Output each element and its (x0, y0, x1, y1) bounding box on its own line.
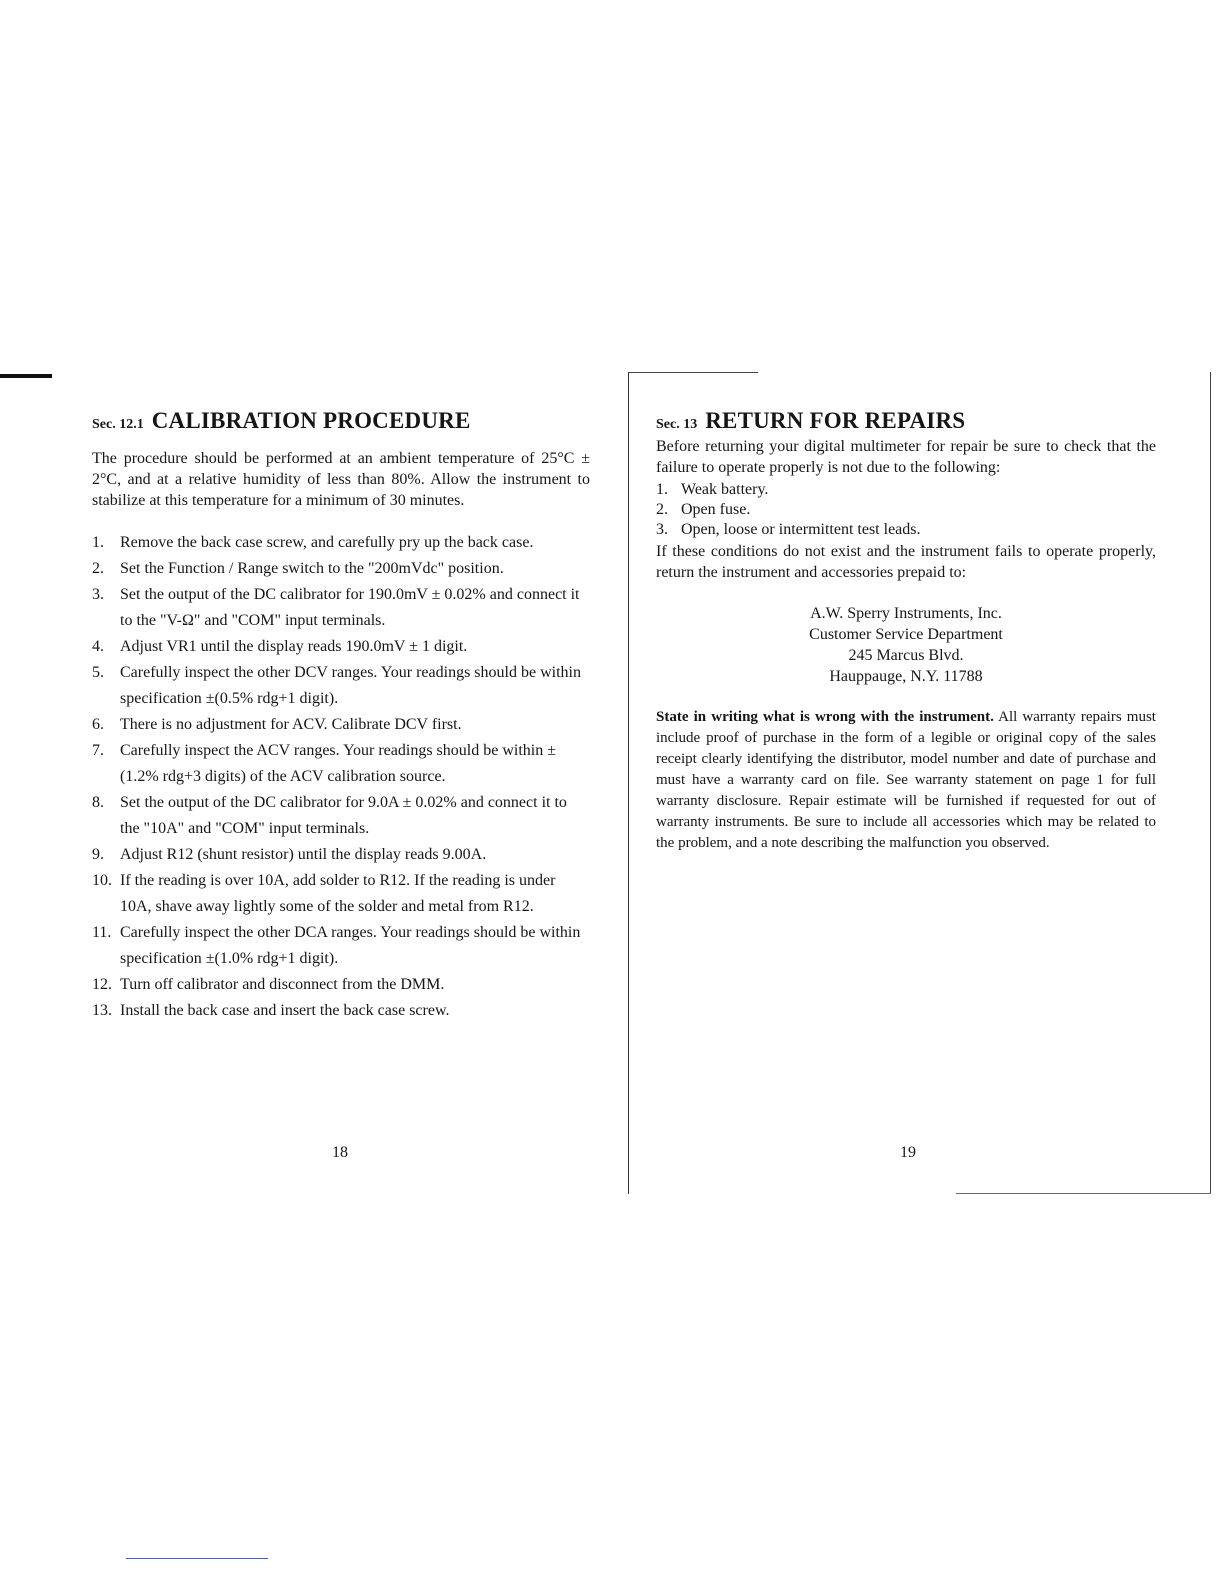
list-item: 10. If the reading is over 10A, add solder to R12. If the reading is under 10A, shave away lightly some of the solder and metal from R12. (92, 872, 556, 915)
list-item: 2. Set the Function / Range switch to the "200mVdc" position. (92, 560, 504, 577)
section-label: Sec. 12.1 (92, 417, 144, 432)
list-item: 9. Adjust R12 (shunt resistor) until the display reads 9.00A. (92, 846, 487, 863)
list-item: 2. Open fuse. (656, 501, 751, 518)
repairs-intro: Before returning your digital multimeter for repair be sure to check that the failure to operate properly is not due to the following: (656, 438, 1156, 476)
list-item: 7. Carefully inspect the ACV ranges. Your readings should be within ±(1.2% rdg+3 digits) of the ACV calibration source. (92, 742, 556, 785)
section-label: Sec. 13 (656, 417, 698, 432)
list-item: 3. Open, loose or intermittent test leads. (656, 521, 921, 538)
list-item: 6. There is no adjustment for ACV. Calibrate DCV first. (92, 716, 462, 733)
warranty-body: All warranty repairs must include proof of purchase in the form of a legible or original copy of the sales receipt clearly identifying the distributor, model number and date of purchase and must have a warranty card on file. See warranty statement on page 1 for full warranty disclosure. Repair estimate will be furnished if requested for out of warranty instruments. Be sure to include all accessories which may be related to the problem, and a note describing the malfunction you observed. (656, 709, 1156, 851)
list-item: 3. Set the output of the DC calibrator for 190.0mV ± 0.02% and connect it to the "V-Ω" and "COM" input terminals. (92, 586, 580, 629)
list-item: 5. Carefully inspect the other DCV ranges. Your readings should be within specification ±(0.5% rdg+1 digit). (92, 664, 581, 707)
right-page (612, 0, 1224, 1584)
address-city: Hauppauge, N.Y. 11788 (829, 668, 983, 685)
common-issues-list (656, 480, 1156, 540)
calibration-heading (92, 408, 471, 434)
list-item: 1. Weak battery. (656, 481, 769, 498)
return-instructions: If these conditions do not exist and the instrument fails to operate properly, return the instrument and accessories prepaid to: (656, 543, 1156, 581)
calibration-steps (92, 530, 590, 1024)
list-item: 11. Carefully inspect the other DCA ranges. Your readings should be within specification ±(1.0% rdg+1 digit). (92, 924, 581, 967)
address-company: A.W. Sperry Instruments, Inc. (810, 605, 1002, 622)
return-address (656, 603, 1156, 687)
list-item: 1. Remove the back case screw, and carefully pry up the back case. (92, 534, 534, 551)
repairs-heading (656, 408, 965, 434)
list-item: 8. Set the output of the DC calibrator for 9.0A ± 0.02% and connect it to the "10A" and "COM" input terminals. (92, 794, 567, 837)
section-title: RETURN FOR REPAIRS (705, 408, 966, 433)
list-item: 4. Adjust VR1 until the display reads 190.0mV ± 1 digit. (92, 638, 468, 655)
page-number: 19 (900, 1144, 916, 1161)
section-title: CALIBRATION PROCEDURE (151, 408, 471, 433)
page-number: 18 (332, 1144, 348, 1161)
address-department: Customer Service Department (809, 626, 1003, 643)
warranty-lead: State in writing what is wrong with the instrument. (656, 709, 994, 725)
warranty-paragraph (656, 707, 1156, 854)
address-street: 245 Marcus Blvd. (848, 647, 964, 664)
list-item: 13. Install the back case and insert the back case screw. (92, 1002, 450, 1019)
calibration-intro: The procedure should be performed at an ambient temperature of 25°C ± 2°C, and at a relative humidity of less than 80%. Allow the instrument to stabilize at this temperature for a minimum of 30 minutes. (92, 450, 590, 509)
list-item: 12. Turn off calibrator and disconnect from the DMM. (92, 976, 445, 993)
